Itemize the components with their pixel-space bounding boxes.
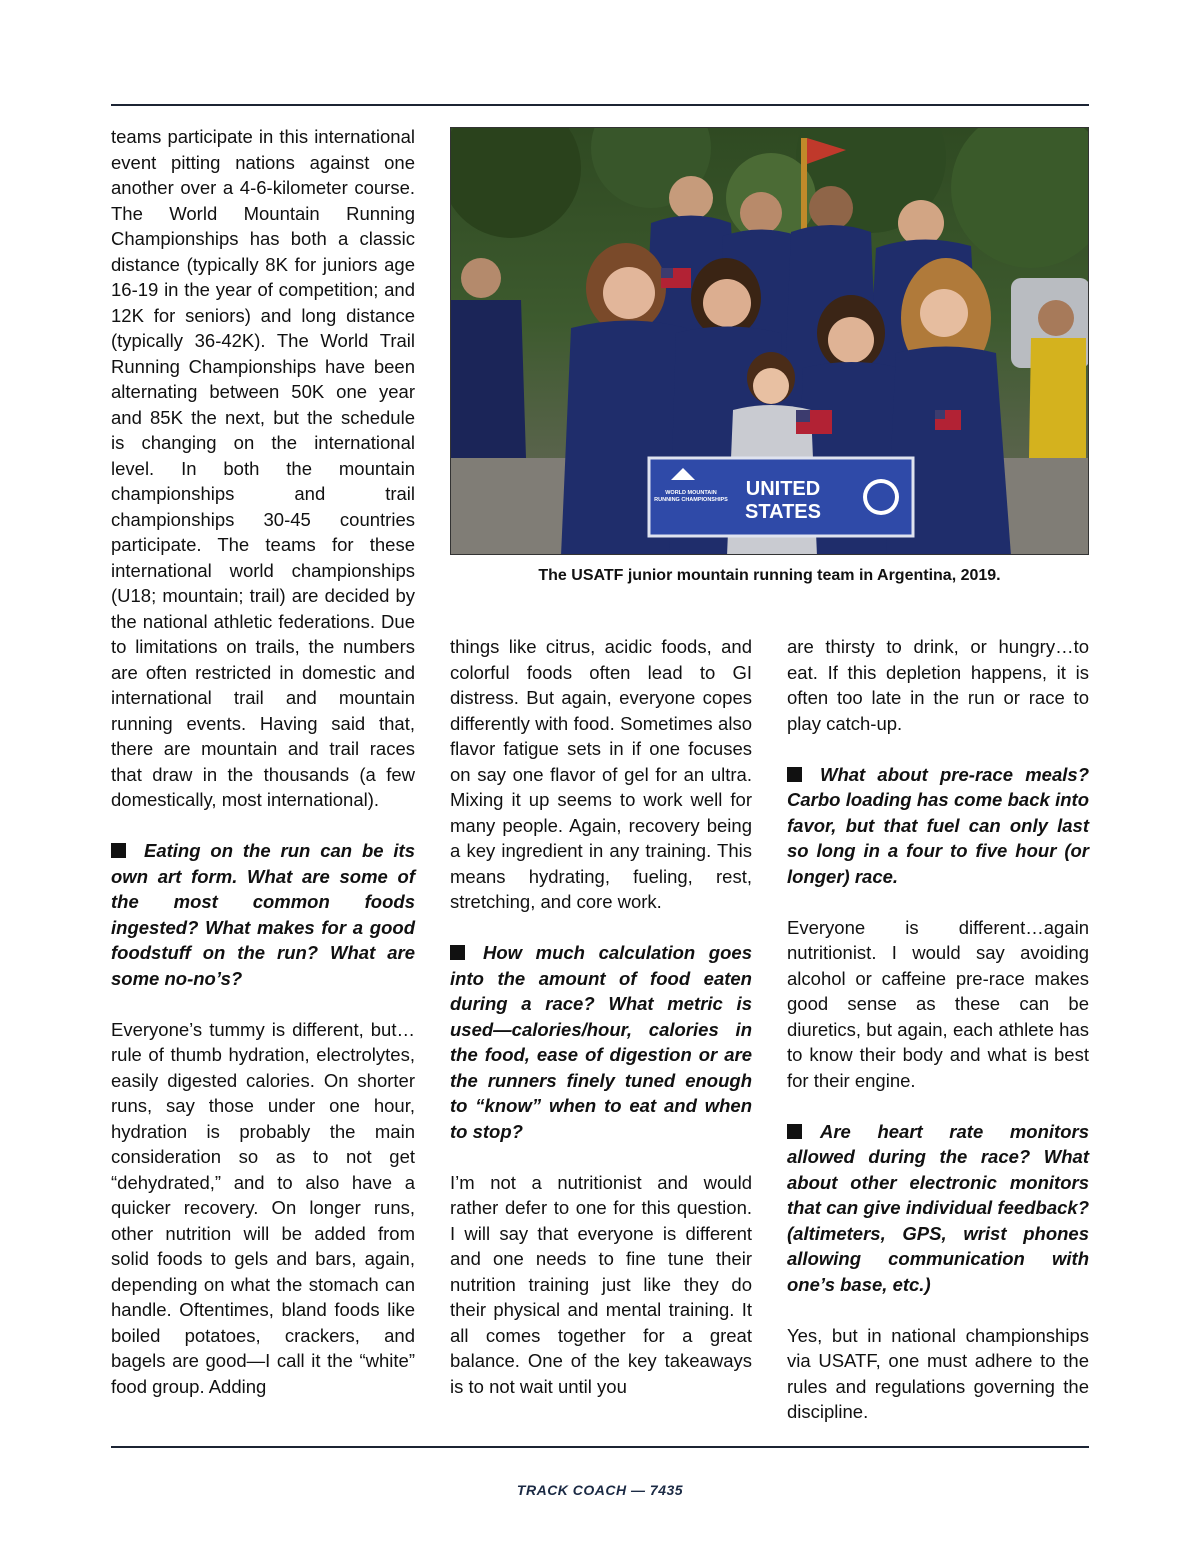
paragraph: are thirsty to drink, or hungry…to eat. If this depletion happens, it is often too late in the run or race to play catch-up. — [787, 636, 1089, 734]
photo-caption: The USATF junior mountain running team in Argentina, 2019. — [538, 567, 1001, 584]
square-bullet-icon — [787, 767, 802, 782]
question-text: How much calculation goes into the amount of food eaten during a race? What metric is used—calories/hour, calories in the food, ease of digestion or are the runners finely tuned enough to “know” when to eat and when to stop? — [450, 942, 752, 1142]
united-states-sign — [649, 458, 913, 536]
paragraph: Yes, but in national championships via USATF, one must adhere to the rules and regulations governing the discipline. — [787, 1324, 1089, 1422]
paragraph: Everyone’s tummy is different, but…rule of thumb hydration, electrolytes, easily digested calories. On shorter runs, say those under one hour, hydration is probably the main consideration so as to not get “dehydrated,” and to also have a quicker recovery. On longer runs, other nutrition will be added from solid foods to gels and bars, again, depending on what the stomach can handle. Oftentimes, bland foods like boiled potatoes, crackers, and bagels are good—I call it the “white” food group. Adding — [111, 1018, 415, 1397]
paragraph: I’m not a nutritionist and would rather defer to one for this question. I will say that everyone is different and one needs to fine tune their nutrition training just like they do their physical and mental training. It all comes together for a great balance. One of the key takeaways is to not wait until you — [450, 1171, 752, 1397]
sign-line-2: STATES — [745, 501, 821, 523]
sign-line-1: UNITED — [745, 478, 821, 500]
paragraph: things like citrus, acidic foods, and colorful foods often lead to GI distress. But again, everyone copes differently with food. Sometimes also flavor fatigue sets in if one focuses on say one flavor of gel for an ultra. Mixing it up seems to work well for many people. Again, recovery being a key ingredient in any training. This means hydrating, fueling, rest, stretching, and core work. — [450, 636, 752, 912]
column-2 — [450, 634, 752, 1425]
page-footer: TRACK COACH — 7435 — [516, 1482, 684, 1498]
question — [787, 762, 1089, 890]
paragraph: Everyone is different…again nutritionist. I would say avoiding alcohol or caffeine pre-race makes good sense as these can be diuretics, but again, each athlete has to know their body and what is best for their engine. — [787, 916, 1089, 1091]
column-3 — [787, 634, 1089, 1450]
column-1 — [111, 124, 415, 1425]
sign-logo-line-2: RUNNING CHAMPIONSHIPS — [654, 497, 728, 503]
bottom-rule — [111, 1446, 1089, 1448]
question-text: What about pre-race meals? Carbo loading has come back into favor, but that fuel can only last so long in a four to five hour (or longer) race. — [787, 763, 1089, 887]
question — [787, 1119, 1089, 1298]
top-rule — [111, 104, 1089, 106]
team-photo — [450, 127, 1089, 555]
square-bullet-icon — [450, 945, 465, 960]
sign-logo-line-1: WORLD MOUNTAIN — [665, 490, 717, 496]
square-bullet-icon — [787, 1124, 802, 1139]
square-bullet-icon — [111, 843, 126, 858]
question-text: Eating on the run can be its own art form. What are some of the most common foods ingested? What makes for a good foodstuff on the run? What are some no-no’s? — [111, 840, 415, 989]
paragraph: teams participate in this international event pitting nations against one another over a 4-6-kilometer course. The World Mountain Running Championships has both a classic distance (typically 8K for juniors age 16-19 in the year of competition; and 12K for seniors) and long distance (typically 36-42K). The World Trail Running Championships have been alternating between 50K one year and 85K the next, but the schedule is changing on the international level. In both the mountain championships and trail championships 30-45 countries participate. The teams for these international world championships (U18; mountain; trail) are decided by the national athletic federations. Due to limitations on trails, the numbers are often restricted in domestic and international trail and mountain running events. Having said that, there are mountain and trail races that draw in the thousands (a few domestically, most international). — [111, 126, 415, 810]
question-text: Are heart rate monitors allowed during the race? What about other electronic monitors that can give individual feedback? (altimeters, GPS, wrist phones allowing communication with one’s base, etc.) — [787, 1120, 1089, 1295]
question — [450, 940, 752, 1144]
question — [111, 838, 415, 991]
